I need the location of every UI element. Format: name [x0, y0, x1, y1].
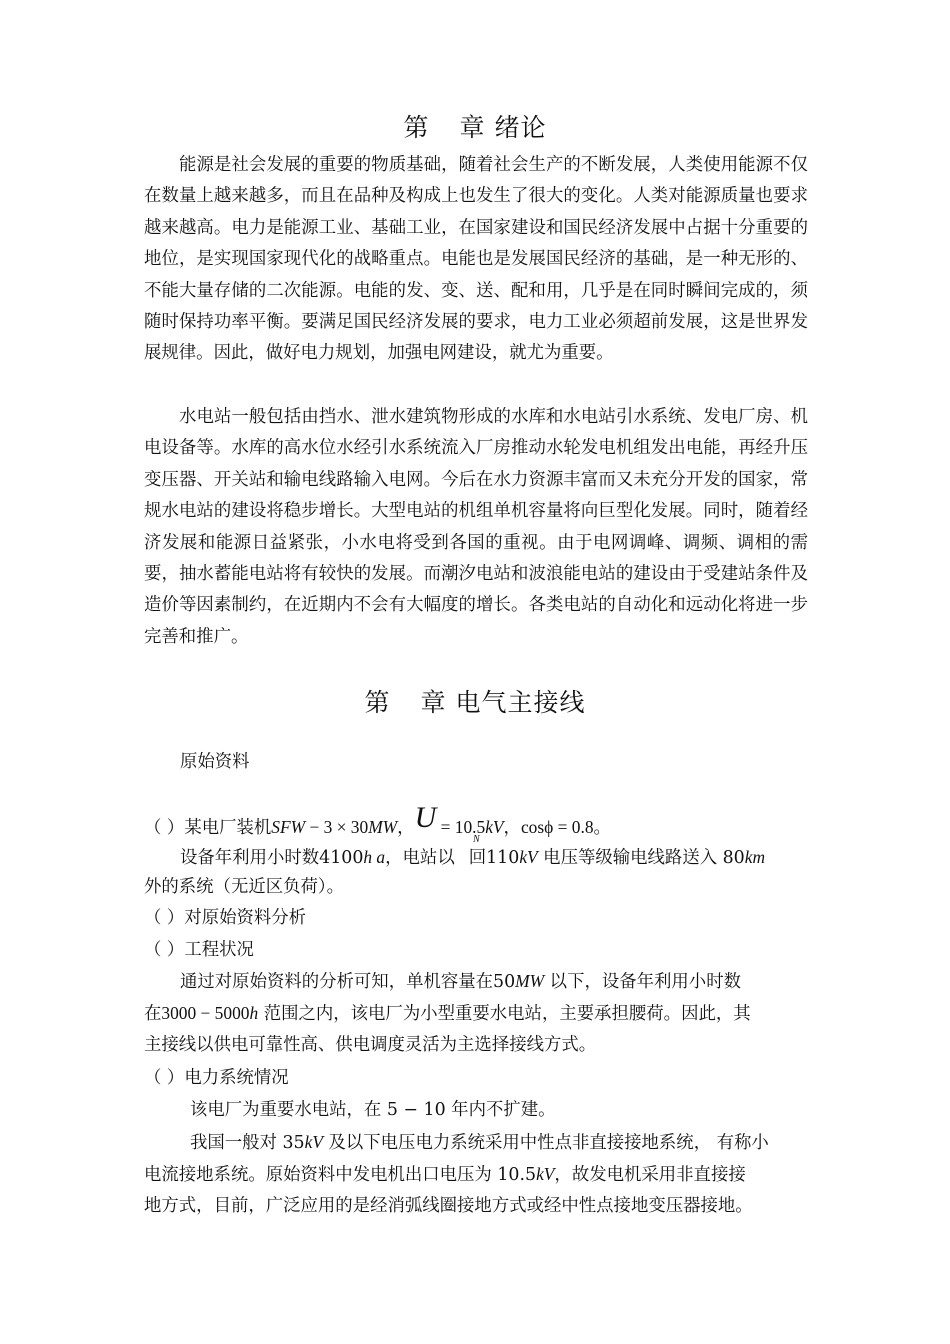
- item-3: （ ）工程状况: [144, 940, 254, 960]
- item-4-line-3: 电流接地系统。原始资料中发电机出口电压为 10.5kV，故发电机采用非直接接: [144, 1164, 746, 1185]
- item-1-line-1: （ ）某电厂装机SFW − 3 × 30MW，U = 10.5kV，cosϕ = 0.8。: [144, 801, 611, 838]
- chapter-2-title: 第 章 电气主接线: [364, 688, 586, 717]
- item-4-line-2: 我国一般对 35kV 及以下电压电力系统采用中性点非直接接地系统， 有称小: [190, 1132, 769, 1153]
- voltage-symbol: U: [414, 801, 437, 834]
- item-1-line-2: 设备年利用小时数4100h a，电站以 回110kV 电压等级输电线路送入 80km: [180, 847, 766, 868]
- chapter-1-paragraph-1: 能源是社会发展的重要的物质基础，随着社会生产的不断发展，人类使用能源不仅在数量上越来越多，而且在品种及构成上也发生了很大的变化。人类对能源质量也要求越来越高。电力是能源工业、基础工业，在国家建设和国民经济发展中占据十分重要的地位，是实现国家现代化的战略重点。电能也是发展国民经济的基础，是一种无形的、不能大量存储的二次能源。电能的发、变、送、配和用，几乎是在同时瞬间完成的，须随时保持功率平衡。要满足国民经济发展的要求，电力工业必须超前发展，这是世界发展规律。因此，做好电力规划，加强电网建设，就尤为重要。: [144, 155, 808, 364]
- item-4: （ ）电力系统情况: [144, 1068, 289, 1088]
- item-3-line-1: 通过对原始资料的分析可知，单机容量在50MW 以下，设备年利用小时数: [180, 971, 741, 992]
- item-4-line-4: 地方式，目前，广泛应用的是经消弧线圈接地方式或经中性点接地变压器接地。: [144, 1196, 753, 1216]
- voltage-subscript: N: [473, 834, 480, 845]
- section-heading: 原始资料: [180, 752, 250, 772]
- item-3-line-3: 主接线以供电可靠性高、供电调度灵活为主选择接线方式。: [144, 1035, 597, 1055]
- item-4-line-1: 该电厂为重要水电站，在 5 − 10 年内不扩建。: [190, 1100, 556, 1120]
- item-2: （ ）对原始资料分析: [144, 908, 307, 928]
- chapter-1-paragraph-2: 水电站一般包括由挡水、泄水建筑物形成的水库和水电站引水系统、发电厂房、机电设备等。水库的高水位水经引水系统流入厂房推动水轮发电机组发出电能，再经升压变压器、开关站和输电线路输入电网。今后在水力资源丰富而又未充分开发的国家，常规水电站的建设将稳步增长。大型电站的机组单机容量将向巨型化发展。同时，随着经济发展和能源日益紧张，小水电将受到各国的重视。由于电网调峰、调频、调相的需要，抽水蓄能电站将有较快的发展。而潮汐电站和波浪能电站的建设由于受建站条件及造价等因素制约，在近期内不会有大幅度的增长。各类电站的自动化和远动化将进一步完善和推广。: [144, 407, 808, 647]
- item-1-line-3: 外的系统（无近区负荷）。: [144, 877, 344, 897]
- item-3-line-2: 在3000 − 5000h 范围之内，该电厂为小型重要水电站，主要承担腰荷。因此，其: [144, 1003, 751, 1024]
- chapter-1-title: 第 章 绪论: [403, 113, 547, 142]
